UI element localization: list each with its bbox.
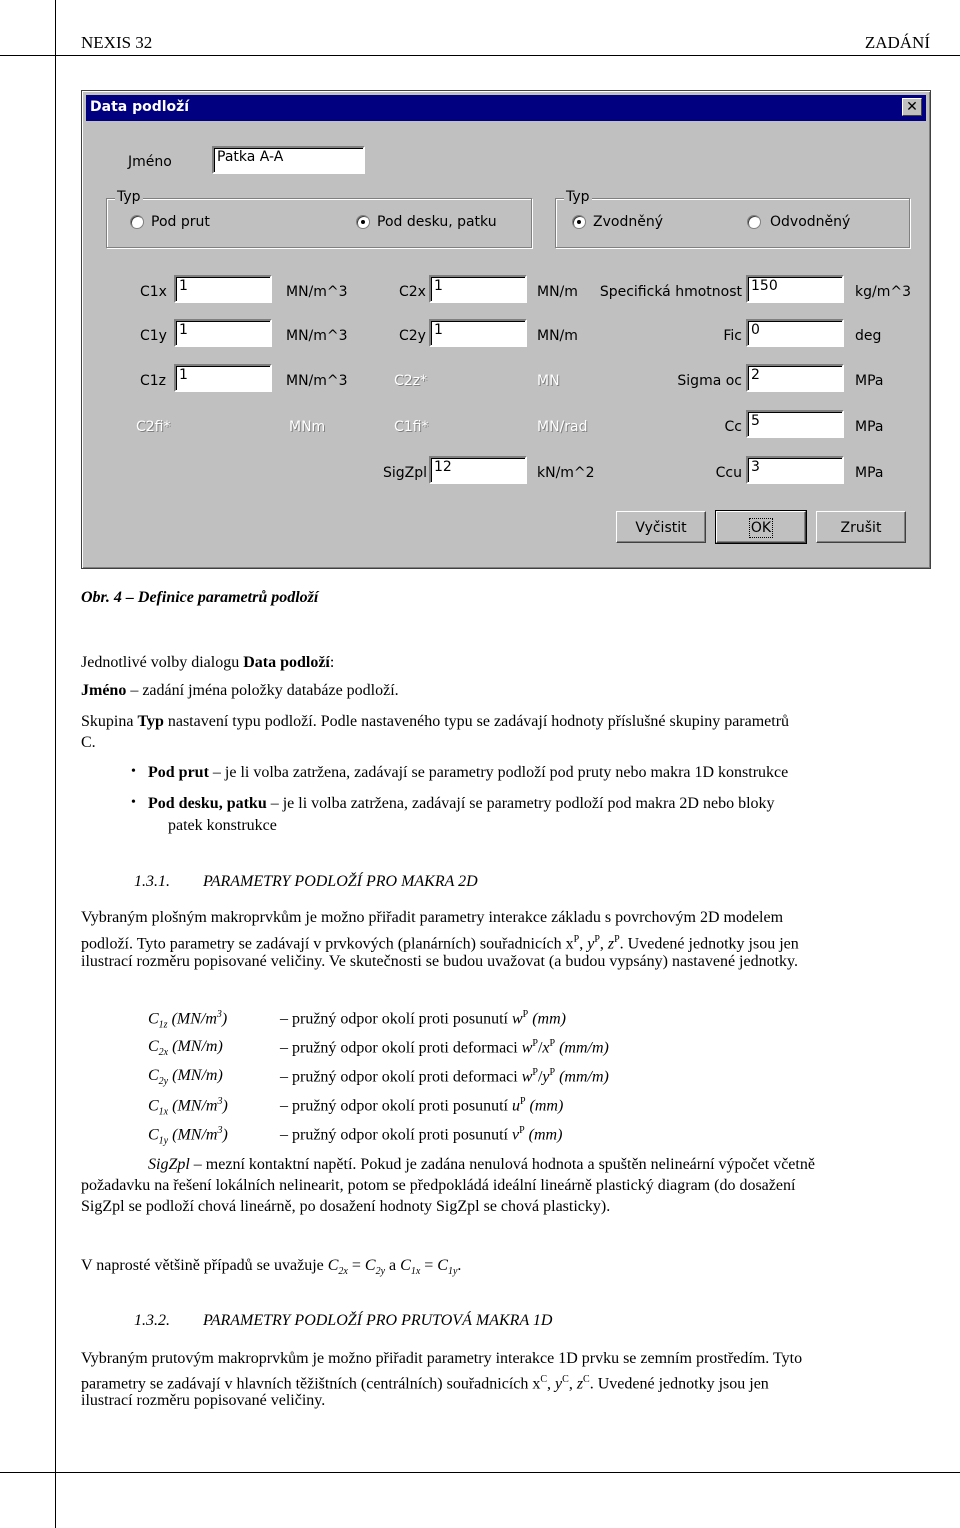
name-input[interactable]: Patka A-A: [212, 146, 365, 174]
p2-line2-tail: . Uvedené jednotky jsou jen: [589, 1375, 769, 1393]
p2-line1: Vybraným prutovým makroprvkům je možno přiřadit parametry interakce 1D prvku se zemním prostředím. Tyto: [81, 1350, 803, 1367]
definition-symbol: $C_{2y}$ (MN/m): [148, 1067, 223, 1088]
close-icon[interactable]: ✕: [902, 98, 922, 116]
p2-line2: parametry se zadávají v hlavních těžištních (centrálních) souřadnicích $x^C$, $y^C$, $z^C$. Uvedené jednotky jsou jen: [81, 1374, 769, 1393]
fic-input[interactable]: 0: [746, 319, 844, 347]
sigzpl-text: – mezní kontaktní napětí. Pokud je zadána nenulová hodnota a spuštěn nelineární výpočet včetně: [189, 1156, 815, 1173]
bullet-2: •: [131, 795, 136, 810]
equality-text: V naprosté většině případů se uvažuje: [81, 1257, 328, 1274]
c1y-unit: MN/m^3: [286, 328, 348, 344]
bullet-1: •: [131, 764, 136, 779]
definition-description: – pružný odpor okolí proti posunutí $v^P$ (mm): [280, 1125, 563, 1144]
figure-caption: Obr. 4 – Definice parametrů podloží: [81, 589, 319, 606]
cc-input[interactable]: 5: [746, 410, 844, 438]
dialog-title: Data podloží: [90, 99, 190, 115]
definition-symbol: $C_{1x}$ $(MN/m^3)$: [148, 1096, 228, 1118]
p1-line2-tail: . Uvedené jednotky jsou jen: [619, 935, 799, 953]
header-right: ZADÁNÍ: [864, 33, 930, 52]
c1y-input[interactable]: 1: [174, 319, 272, 347]
c2z-unit: MN: [537, 373, 560, 389]
c1y-label: C1y: [140, 328, 167, 344]
dialog-titlebar: [86, 95, 926, 121]
c2z-label: C2z*: [394, 373, 428, 389]
jmeno-bold: Jméno: [81, 682, 127, 699]
typ-bold: Typ: [137, 713, 164, 730]
c1z-unit: MN/m^3: [286, 373, 348, 389]
spec-weight-label: Specifická hmotnost: [599, 284, 742, 300]
ccu-input[interactable]: 3: [746, 456, 844, 484]
radio-odvodneny[interactable]: [747, 215, 761, 229]
radio-pod-prut-label[interactable]: Pod prut: [151, 214, 210, 230]
c2x-input[interactable]: 1: [429, 275, 527, 303]
ok-button-label: OK: [750, 520, 772, 536]
p1-line3: ilustrací rozměru popisované veličiny. Ve skutečnosti se budou uvažovat (a budou vypsány) nastavené jednotky.: [81, 953, 798, 970]
left-margin-line: [55, 0, 56, 1528]
footer-rule: [0, 1472, 960, 1473]
definition-description: – pružný odpor okolí proti posunutí $w^P$ (mm): [280, 1009, 566, 1028]
p2-line2-text: parametry se zadávají v hlavních těžištních (centrálních) souřadnicích x: [81, 1375, 541, 1393]
typ-text-a: Skupina: [81, 713, 138, 730]
equality-line: V naprosté většině případů se uvažuje $C_{2x} = C_{2y}$ a $C_{1x} = C_{1y}$.: [81, 1257, 462, 1278]
sigma-oc-label: Sigma oc: [677, 373, 742, 389]
definition-description: – pružný odpor okolí proti posunutí $u^P$ (mm): [280, 1096, 564, 1115]
c1x-label: C1x: [140, 284, 167, 300]
section-1-number: 1.3.1.: [134, 873, 170, 890]
sigma-oc-unit: MPa: [855, 373, 884, 389]
bullet-pod-desku: [148, 793, 775, 814]
c2fi-label: C2fi*: [136, 419, 171, 435]
definition-description: – pružný odpor okolí proti deformaci $w^P/y^P$ (mm/m): [280, 1067, 609, 1086]
c2y-input[interactable]: 1: [429, 319, 527, 347]
radio-zvodneny-label[interactable]: Zvodněný: [593, 214, 663, 230]
c2x-label: C2x: [399, 284, 426, 300]
clear-button[interactable]: Vyčistit: [616, 511, 706, 543]
intro-colon: :: [329, 654, 335, 671]
bullet-pod-desku-cont: patek konstrukce: [168, 817, 277, 834]
radio-pod-desku-label[interactable]: Pod desku, patku: [377, 214, 497, 230]
sigzpl-input[interactable]: 12: [429, 456, 527, 484]
c2fi-unit: MNm: [289, 419, 326, 435]
intro-bold: Data podloží: [243, 654, 330, 671]
radio-pod-prut[interactable]: [130, 215, 144, 229]
definition-symbol: $C_{1z}$ $(MN/m^3)$: [148, 1009, 228, 1031]
bullet-2-text: – je li volba zatržena, zadávají se parametry podloží pod makra 2D nebo bloky: [266, 795, 775, 812]
c1z-label: C1z: [140, 373, 167, 389]
c1fi-unit: MN/rad: [537, 419, 588, 435]
sigzpl-label: SigZpl: [383, 465, 428, 481]
sigzpl-line3: SigZpl se podloží chová lineárně, po dosažení hodnoty SigZpl se chová plasticky).: [81, 1198, 611, 1215]
type-group-label: Typ: [117, 189, 141, 205]
c1x-unit: MN/m^3: [286, 284, 348, 300]
radio-odvodneny-label[interactable]: Odvodněný: [770, 214, 851, 230]
cc-unit: MPa: [855, 419, 884, 435]
bullet-2-bold: Pod desku, patku: [148, 795, 267, 812]
c2y-label: C2y: [399, 328, 426, 344]
dialog-data-podlozi: [81, 90, 931, 569]
p2-line3: ilustrací rozměru popisované veličiny.: [81, 1392, 326, 1409]
radio-zvodneny[interactable]: [572, 215, 586, 229]
section-2-number: 1.3.2.: [134, 1312, 170, 1329]
c2y-unit: MN/m: [537, 328, 578, 344]
sigzpl-italic: SigZpl: [148, 1156, 190, 1173]
section-2-title: PARAMETRY PODLOŽÍ PRO PRUTOVÁ MAKRA 1D: [203, 1312, 553, 1329]
p1-line1: Vybraným plošným makroprvkům je možno přiřadit parametry interakce základu s povrchovým 2D modelem: [81, 909, 784, 926]
p1-line2-text: podloží. Tyto parametry se zadávají v prvkových (planárních) souřadnicích x: [81, 935, 574, 953]
name-label: Jméno: [128, 154, 172, 170]
jmeno-text: – zadání jména položky databáze podloží.: [126, 682, 399, 699]
cancel-button[interactable]: Zrušit: [816, 511, 906, 543]
sigzpl-line2: požadavku na řešení lokálních nelinearit, potom se předpokládá ideální lineárně plastický diagram (do dosažení: [81, 1177, 796, 1194]
ccu-unit: MPa: [855, 465, 884, 481]
spec-weight-input[interactable]: 150: [746, 275, 844, 303]
bullet-1-text: – je li volba zatržena, zadávají se parametry podloží pod pruty nebo makra 1D konstrukce: [208, 764, 789, 781]
section-1-title: PARAMETRY PODLOŽÍ PRO MAKRA 2D: [203, 873, 478, 890]
sigma-oc-input[interactable]: 2: [746, 364, 844, 392]
header-left: NEXIS 32: [81, 33, 153, 52]
jmeno-paragraph: [81, 680, 399, 701]
c1x-input[interactable]: 1: [174, 275, 272, 303]
sigzpl-unit: kN/m^2: [537, 465, 595, 481]
p1-line2: podloží. Tyto parametry se zadávají v prvkových (planárních) souřadnicích $x^P$, $y^P$, $z^P$. Uvedené jednotky jsou jen: [81, 934, 799, 953]
fic-label: Fic: [723, 328, 742, 344]
definition-symbol: $C_{1y}$ $(MN/m^3)$: [148, 1125, 228, 1147]
spec-weight-unit: kg/m^3: [855, 284, 911, 300]
typ-paragraph-cont: C.: [81, 734, 96, 751]
typ-text: nastavení typu podloží. Podle nastaveného typu se zadávají hodnoty příslušné skupiny parametrů: [163, 713, 790, 730]
intro-text: Jednotlivé volby dialogu: [81, 654, 244, 671]
sigzpl-line1: [148, 1154, 815, 1175]
intro-paragraph: [81, 652, 334, 673]
bullet-1-bold: Pod prut: [148, 764, 209, 781]
bullet-pod-prut: [148, 762, 788, 783]
c1z-input[interactable]: 1: [174, 364, 272, 392]
fic-unit: deg: [855, 328, 882, 344]
definition-description: – pružný odpor okolí proti deformaci $w^P/x^P$ (mm/m): [280, 1038, 609, 1057]
c1fi-label: C1fi*: [394, 419, 429, 435]
type-group-label: Typ: [566, 189, 590, 205]
ccu-label: Ccu: [715, 465, 742, 481]
cc-label: Cc: [724, 419, 742, 435]
definition-symbol: $C_{2x}$ (MN/m): [148, 1038, 223, 1059]
radio-pod-desku[interactable]: [356, 215, 370, 229]
c2x-unit: MN/m: [537, 284, 578, 300]
typ-paragraph: [81, 711, 789, 732]
header-rule: [0, 55, 960, 56]
ok-button[interactable]: [716, 511, 806, 543]
